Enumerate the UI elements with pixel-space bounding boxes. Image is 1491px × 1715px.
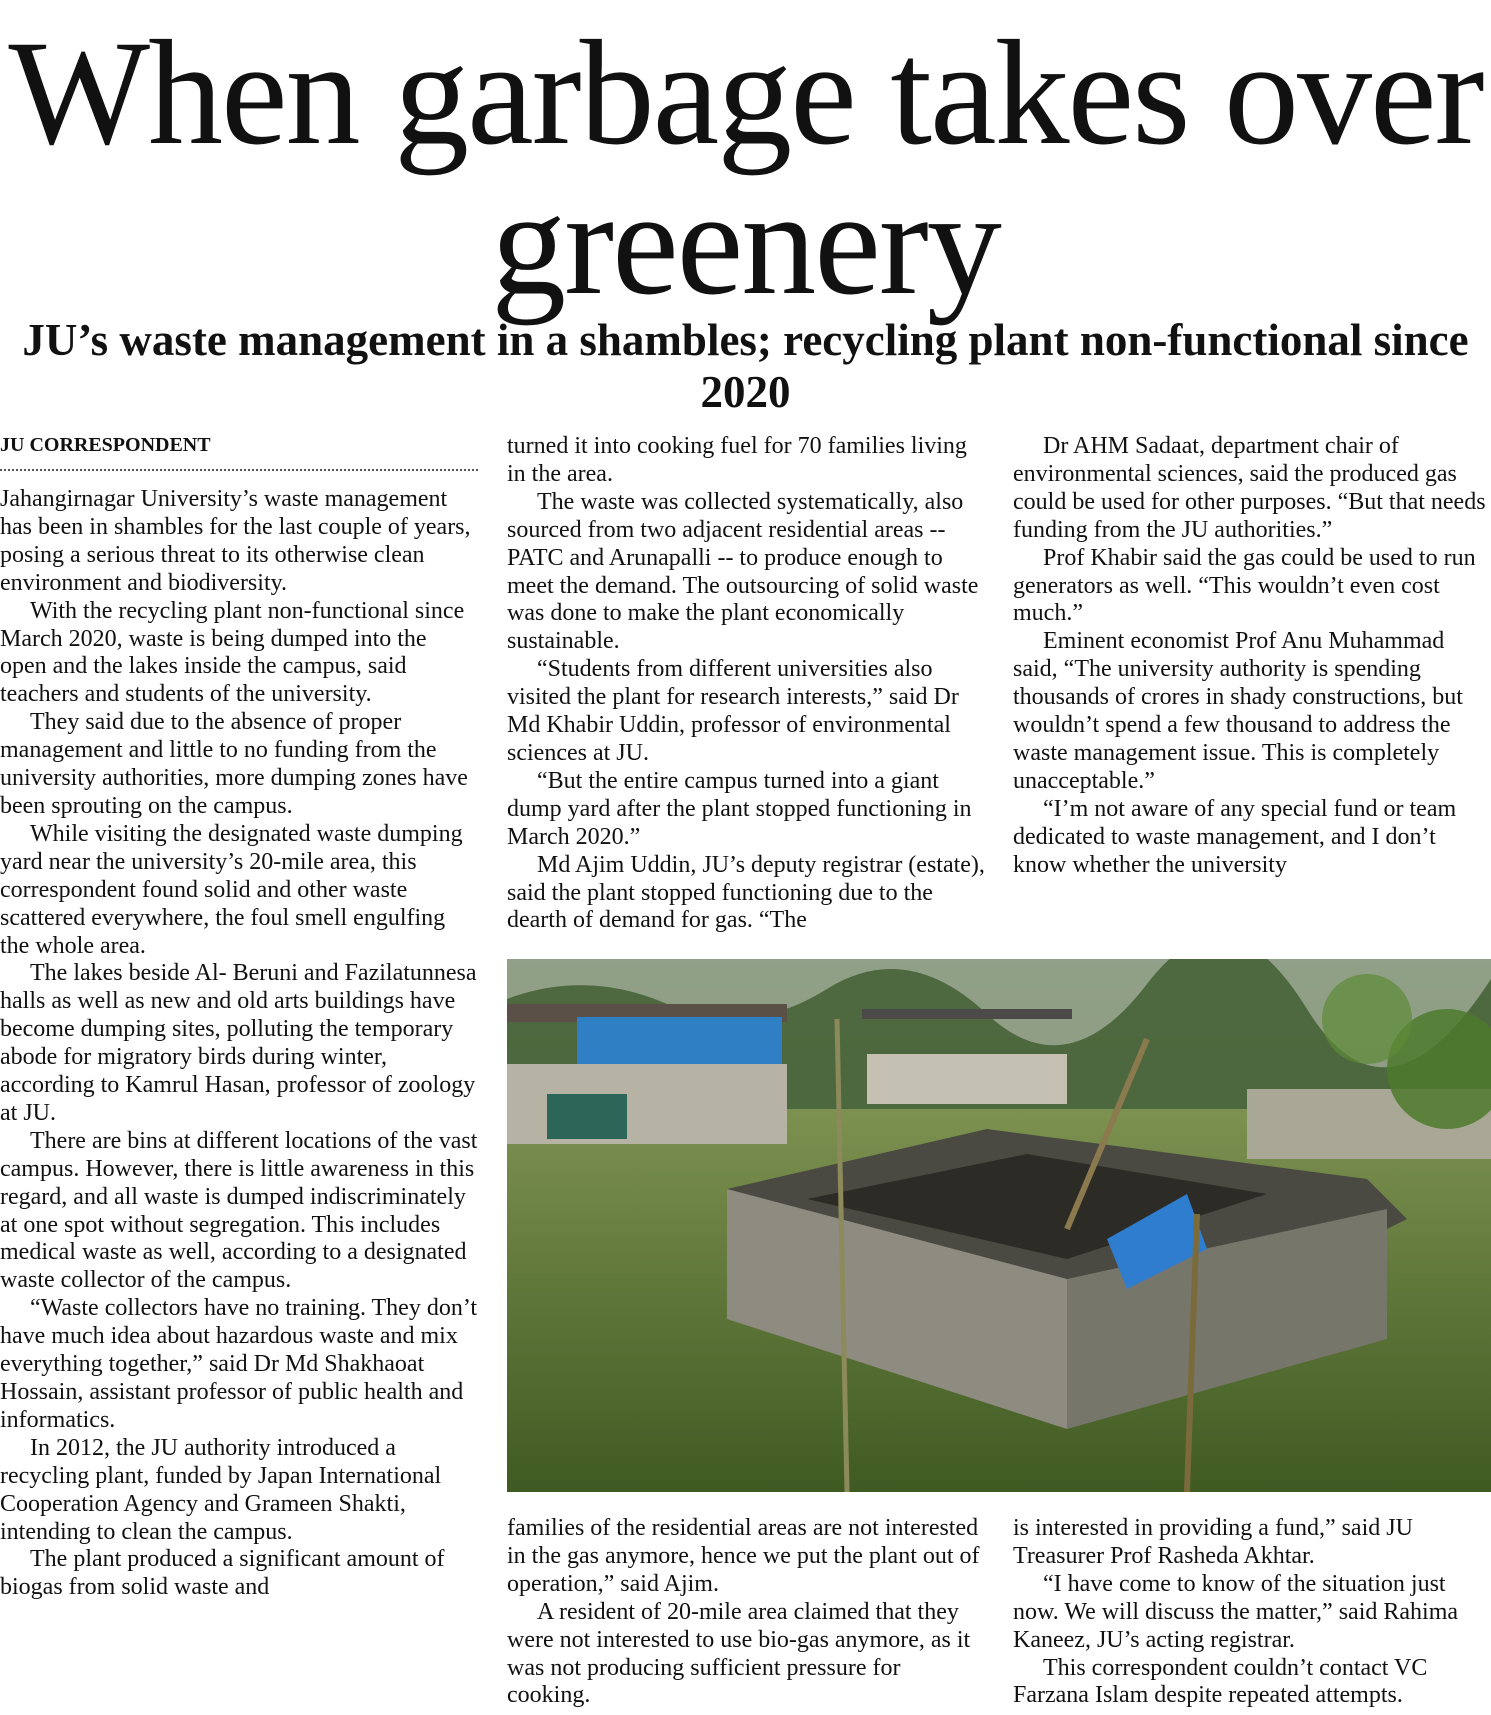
paragraph: The waste was collected systematically, also sourced from two adjacent residential areas -- PATC and Arunapalli -- to produce enough to meet the demand. The outsourcing of solid waste was done to make the plant economically sustainable.	[507, 488, 979, 655]
paragraph: The lakes beside Al- Beruni and Fazilatunnesa halls as well as new and old arts buildings have become dumping sites, polluting the temporary abode for migratory birds during winter, according to Kamrul Hasan, professor of zoology at JU.	[0, 960, 477, 1126]
paragraph: Md Ajim Uddin, JU’s deputy registrar (estate), said the plant stopped functioning due to the dearth of demand for gas. “The	[507, 851, 985, 934]
column-3-top	[1013, 433, 1491, 937]
paragraph: families of the residential areas are not interested in the gas anymore, hence we put the plant out of operation,” said Ajim.	[507, 1515, 980, 1597]
paragraph: There are bins at different locations of the vast campus. However, there is little awareness in this regard, and all waste is dumped indiscriminately at one spot without segregation. This includes medical waste as well, according to a designated waste collector of the campus.	[0, 1127, 478, 1294]
photo-biogas-plant-icon	[507, 959, 1491, 1492]
paragraph: “I have come to know of the situation just now. We will discuss the matter,” said Rahima Kaneez, JU’s acting registrar.	[1013, 1570, 1459, 1653]
paragraph: Dr AHM Sadaat, department chair of environmental sciences, said the produced gas could be used for other purposes. “But that needs funding from the JU authorities.”	[1013, 433, 1486, 543]
paragraph: is interested in providing a fund,” said JU Treasurer Prof Rasheda Akhtar.	[1013, 1515, 1413, 1569]
paragraph: A resident of 20-mile area claimed that they were not interested to use bio-gas anymore, as it was not producing sufficient pressure for cooking.	[507, 1598, 971, 1709]
column-1	[0, 486, 478, 1715]
paragraph: The plant produced a significant amount of biogas from solid waste and	[0, 1546, 445, 1601]
paragraph: Prof Khabir said the gas could be used to run generators as well. “This wouldn’t even cost much.”	[1013, 544, 1476, 627]
headline: When garbage takes over greenery	[8, 10, 1483, 326]
paragraph: They said due to the absence of proper management and little to no funding from the university authorities, more dumping zones have been sprouting on the campus.	[0, 709, 468, 819]
column-3-bottom	[1013, 1515, 1491, 1715]
byline: JU CORRESPONDENT	[0, 434, 478, 471]
paragraph: Jahangirnagar University’s waste management has been in shambles for the last couple of years, posing a serious threat to its otherwise clean environment and biodiversity.	[0, 486, 471, 596]
deck: JU’s waste management in a shambles; recycling plant non-functional since 2020	[22, 315, 1469, 417]
paragraph: “Waste collectors have no training. They don’t have much idea about hazardous waste and mix everything together,” said Dr Md Shakhaoat Hossain, assistant professor of public health and informatics.	[0, 1295, 478, 1433]
paragraph: This correspondent couldn’t contact VC Farzana Islam despite repeated attempts.	[1013, 1654, 1428, 1709]
paragraph: In 2012, the JU authority introduced a recycling plant, funded by Japan International Cooperation Agency and Grameen Shakti, intending to clean the campus.	[0, 1434, 442, 1545]
column-2-top	[507, 433, 985, 937]
paragraph: While visiting the designated waste dumping yard near the university’s 20-mile area, this correspondent found solid and other waste scattered everywhere, the foul smell engulfing the whole area.	[0, 820, 463, 959]
paragraph: Eminent economist Prof Anu Muhammad said, “The university authority is spending thousands of crores in shady constructions, but wouldn’t spend a few thousand to address the waste management issue. This is completely unacceptable.”	[1013, 628, 1463, 794]
paragraph: “I’m not aware of any special fund or team dedicated to waste management, and I don’t know whether the university	[1013, 795, 1457, 878]
column-2-bottom	[507, 1515, 985, 1715]
paragraph: “Students from different universities also visited the plant for research interests,” said Dr Md Khabir Uddin, professor of environmental sciences at JU.	[507, 656, 959, 766]
paragraph: With the recycling plant non-functional since March 2020, waste is being dumped into the open and the lakes inside the campus, said teachers and students of the university.	[0, 597, 465, 708]
paragraph: turned it into cooking fuel for 70 families living in the area.	[507, 433, 967, 487]
paragraph: “But the entire campus turned into a giant dump yard after the plant stopped functioning in March 2020.”	[507, 767, 972, 850]
